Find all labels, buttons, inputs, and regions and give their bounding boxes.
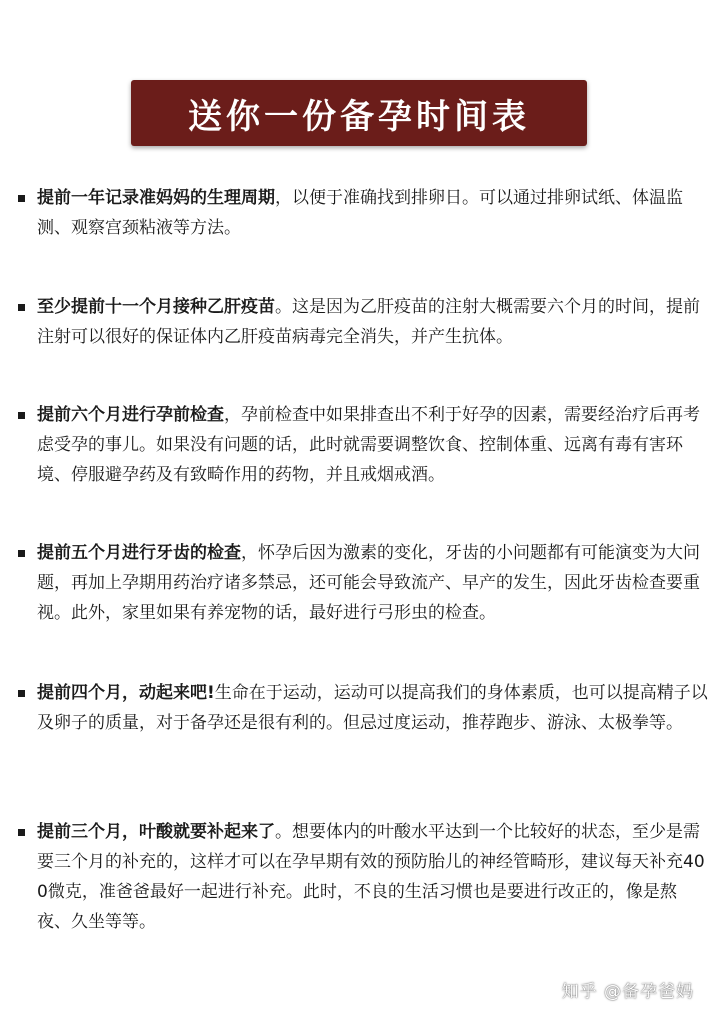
- list-item-body: ，怀孕后因为激素的变化，牙齿的小问题都有可能演变为大问题，再加上孕期用药治疗诸多禁忌，还可能会导致流产、早产的发生，因此牙齿检查要重视。此外，家里如果有养宠物的话，最好进行弓形虫的检查。: [37, 543, 700, 623]
- list-item-heading: 提前五个月进行牙齿的检查: [37, 543, 241, 563]
- list-item-heading: 提前一年记录准妈妈的生理周期: [37, 188, 275, 208]
- list-item-text: [37, 183, 708, 243]
- list-item-body: 。想要体内的叶酸水平达到一个比较好的状态，至少是需要三个月的补充的，这样才可以在孕早期有效的预防胎儿的神经管畸形，建议每天补充400微克，准爸爸最好一起进行补充。此时，不良的生活习惯也是要进行改正的，像是熬夜、久坐等等。: [37, 822, 705, 932]
- list-item: [18, 538, 708, 628]
- list-item-heading: 至少提前十一个月接种乙肝疫苗: [37, 297, 275, 317]
- list-item-heading: 提前四个月，动起来吧!: [37, 683, 215, 703]
- list-item-text: [37, 678, 708, 738]
- bullet-icon: [18, 195, 25, 202]
- list-item-text: [37, 817, 708, 937]
- list-item: [18, 817, 708, 937]
- bullet-icon: [18, 550, 25, 557]
- list-item-body: 。这是因为乙肝疫苗的注射大概需要六个月的时间，提前注射可以很好的保证体内乙肝疫苗病毒完全消失，并产生抗体。: [37, 297, 700, 347]
- list-item-body: 生命在于运动，运动可以提高我们的身体素质，也可以提高精子以及卵子的质量，对于备孕还是很有利的。但忌过度运动，推荐跑步、游泳、太极拳等。: [37, 683, 708, 733]
- bullet-icon: [18, 829, 25, 836]
- bullet-icon: [18, 304, 25, 311]
- page-title: 送你一份备孕时间表: [188, 96, 530, 137]
- list-item: [18, 183, 708, 243]
- bullet-icon: [18, 412, 25, 419]
- list-item-body: ，孕前检查中如果排查出不利于好孕的因素，需要经治疗后再考虑受孕的事儿。如果没有问题的话，此时就需要调整饮食、控制体重、远离有毒有害环境、停服避孕药及有致畸作用的药物，并且戒烟戒酒。: [37, 405, 700, 485]
- list-item-heading: 提前三个月，叶酸就要补起来了: [37, 822, 275, 842]
- list-item: [18, 400, 708, 490]
- watermark: 知乎 @备孕爸妈: [561, 982, 694, 1002]
- list-item-text: [37, 538, 708, 628]
- list-item-body: ，以便于准确找到排卵日。可以通过排卵试纸、体温监测、观察宫颈粘液等方法。: [37, 188, 683, 238]
- title-banner: [131, 80, 587, 146]
- list-item-heading: 提前六个月进行孕前检查: [37, 405, 224, 425]
- list-item-text: [37, 292, 708, 352]
- list-item: [18, 678, 708, 738]
- list-item: [18, 292, 708, 352]
- list-item-text: [37, 400, 708, 490]
- bullet-icon: [18, 690, 25, 697]
